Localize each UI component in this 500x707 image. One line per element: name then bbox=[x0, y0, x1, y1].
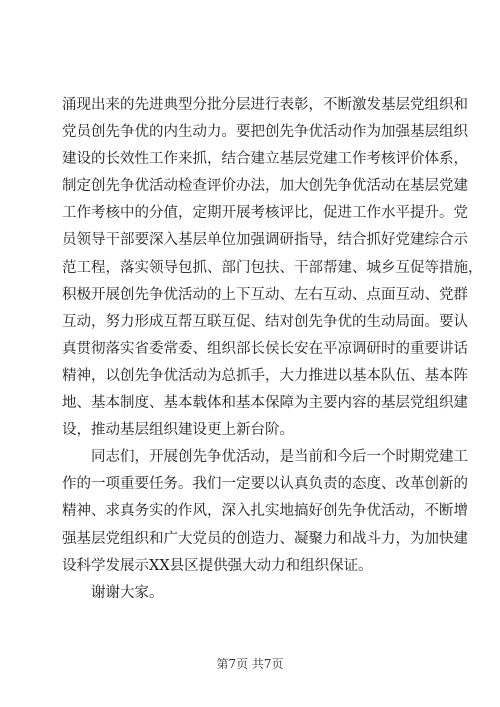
text-line: 谢谢大家。 bbox=[91, 584, 164, 601]
text-line: 积极开展创先争优活动的上下互动、左右互动、点面互动、党群 bbox=[62, 286, 468, 303]
text-line: 设科学发展示XX县区提供强大动力和组织保证。 bbox=[62, 557, 373, 574]
paragraph-comrades bbox=[62, 444, 468, 579]
text-line: 党员创先争优的内生动力。要把创先争优活动作为加强基层组织 bbox=[62, 124, 468, 141]
text-line: 范工程，落实领导包抓、部门包扶、干部帮建、城乡互促等措施， bbox=[62, 259, 483, 276]
text-line: 精神，以创先争优活动为总抓手，大力推进以基本队伍、基本阵 bbox=[62, 367, 468, 384]
text-line: 同志们，开展创先争优活动，是当前和今后一个时期党建工 bbox=[91, 449, 468, 466]
text-line: 设，推动基层组织建设更上新台阶。 bbox=[62, 422, 294, 439]
text-line: 地、基本制度、基本载体和基本保障为主要内容的基层党组织建 bbox=[62, 395, 468, 412]
text-line: 真贯彻落实省委常委、组织部长侯长安在平凉调研时的重要讲话 bbox=[62, 340, 468, 357]
text-line: 制定创先争优活动检查评价办法，加大创先争优活动在基层党建 bbox=[62, 178, 468, 195]
text-line: 建设的长效性工作来抓，结合建立基层党建工作考核评价体系， bbox=[62, 151, 468, 168]
text-line: 工作考核中的分值，定期开展考核评比，促进工作水平提升。党 bbox=[62, 205, 468, 222]
page-number-footer: 第7页 共7页 bbox=[216, 657, 284, 671]
text-line: 作的一项重要任务。我们一定要以认真负责的态度、改革创新的 bbox=[62, 476, 468, 493]
text-line: 员领导干部要深入基层单位加强调研指导，结合抓好党建综合示 bbox=[62, 232, 468, 249]
text-line: 强基层党组织和广大党员的创造力、凝聚力和战斗力，为加快建 bbox=[62, 530, 468, 547]
text-line: 涌现出来的先进典型分批分层进行表彰，不断激发基层党组织和 bbox=[62, 97, 468, 113]
paragraph-thanks bbox=[62, 580, 438, 607]
document-body bbox=[62, 92, 483, 607]
text-line: 精神、求真务实的作风，深入扎实地搞好创先争优活动，不断增 bbox=[62, 503, 468, 520]
paragraph-closing-measures bbox=[62, 92, 483, 444]
text-line: 互动，努力形成互帮互联互促、结对创先争优的生动局面。要认 bbox=[62, 313, 468, 330]
